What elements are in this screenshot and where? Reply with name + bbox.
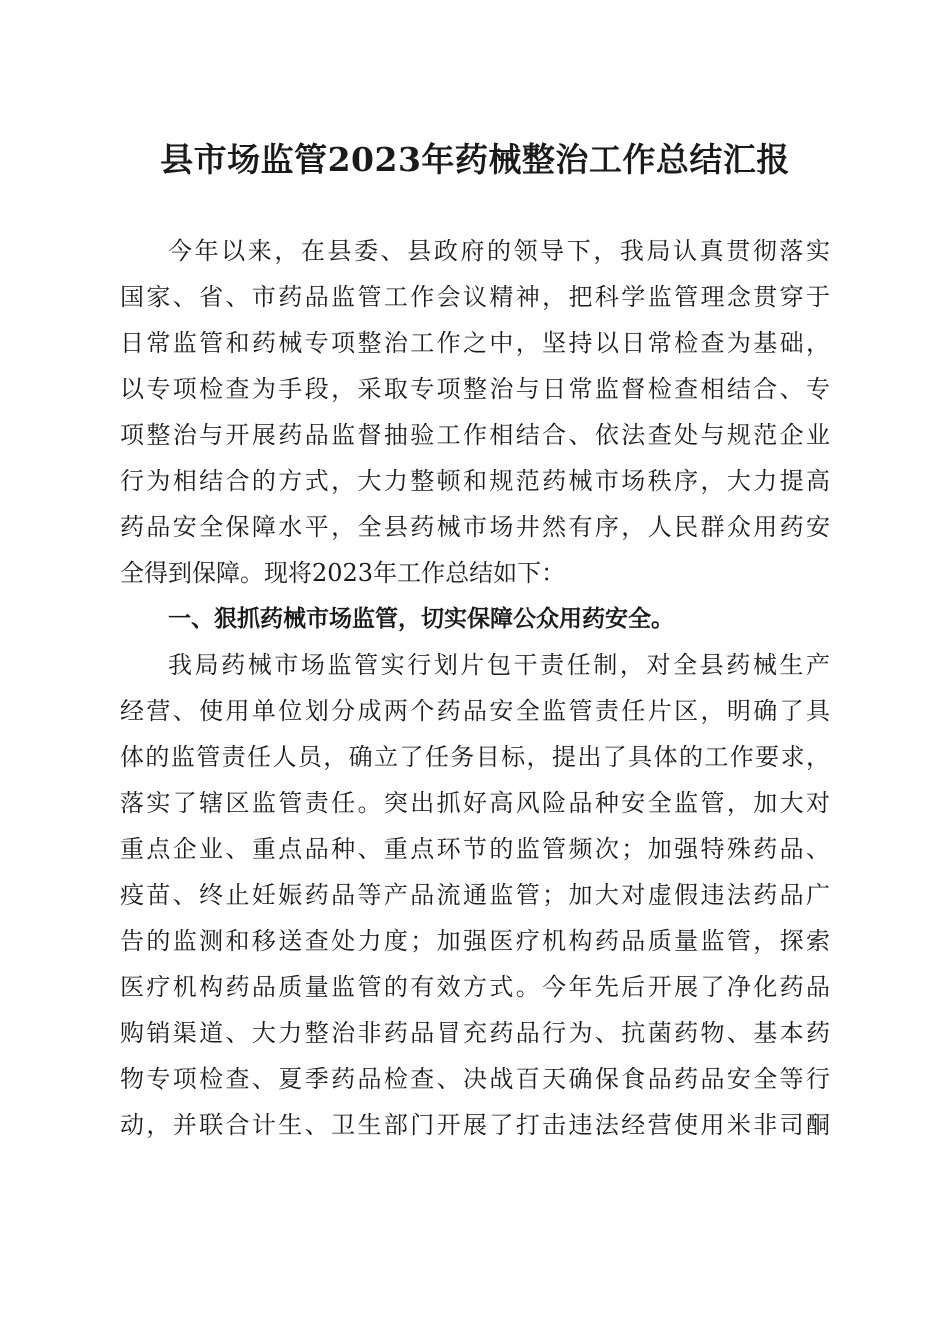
paragraph-line: 药品安全保障水平，全县药械市场井然有序，人民群众用药安 [120, 513, 830, 541]
document-title: 县市场监管2023年药械整治工作总结汇报 [160, 140, 790, 179]
paragraph-line: 购销渠道、大力整治非药品冒充药品行为、抗菌药物、基本药 [120, 1019, 830, 1047]
paragraph-line: 医疗机构药品质量监管的有效方式。今年先后开展了净化药品 [120, 973, 830, 1001]
paragraph-line: 动，并联合计生、卫生部门开展了打击违法经营使用米非司酮 [120, 1111, 830, 1139]
paragraph-line: 落实了辖区监管责任。突出抓好高风险品种安全监管，加大对 [120, 789, 830, 817]
section-paragraph [120, 642, 830, 1148]
paragraph-line: 以专项检查为手段，采取专项整治与日常监督检查相结合、专 [120, 375, 830, 403]
paragraph-line: 今年以来，在县委、县政府的领导下，我局认真贯彻落实 [168, 237, 830, 265]
paragraph-line: 日常监管和药械专项整治工作之中，坚持以日常检查为基础， [120, 329, 830, 357]
paragraph-line: 项整治与开展药品监督抽验工作相结合、依法查处与规范企业 [120, 421, 830, 449]
paragraph-line: 全得到保障。现将2023年工作总结如下： [120, 559, 566, 587]
paragraph-line: 物专项检查、夏季药品检查、决战百天确保食品药品安全等行 [120, 1065, 830, 1093]
paragraph-line: 疫苗、终止妊娠药品等产品流通监管；加大对虚假违法药品广 [120, 881, 830, 909]
paragraph-line: 体的监管责任人员，确立了任务目标，提出了具体的工作要求， [120, 743, 830, 771]
intro-paragraph [120, 228, 830, 596]
paragraph-line: 行为相结合的方式，大力整顿和规范药械市场秩序，大力提高 [120, 467, 830, 495]
paragraph-line: 重点企业、重点品种、重点环节的监管频次；加强特殊药品、 [120, 835, 830, 863]
paragraph-line: 国家、省、市药品监管工作会议精神，把科学监管理念贯穿于 [120, 283, 830, 311]
paragraph-line: 经营、使用单位划分成两个药品安全监管责任片区，明确了具 [120, 697, 830, 725]
document-body [120, 228, 830, 1148]
paragraph-line: 我局药械市场监管实行划片包干责任制，对全县药械生产 [168, 651, 830, 679]
section-heading: 一、狠抓药械市场监管，切实保障公众用药安全。 [168, 606, 674, 632]
paragraph-line: 告的监测和移送查处力度；加强医疗机构药品质量监管，探索 [120, 927, 830, 955]
